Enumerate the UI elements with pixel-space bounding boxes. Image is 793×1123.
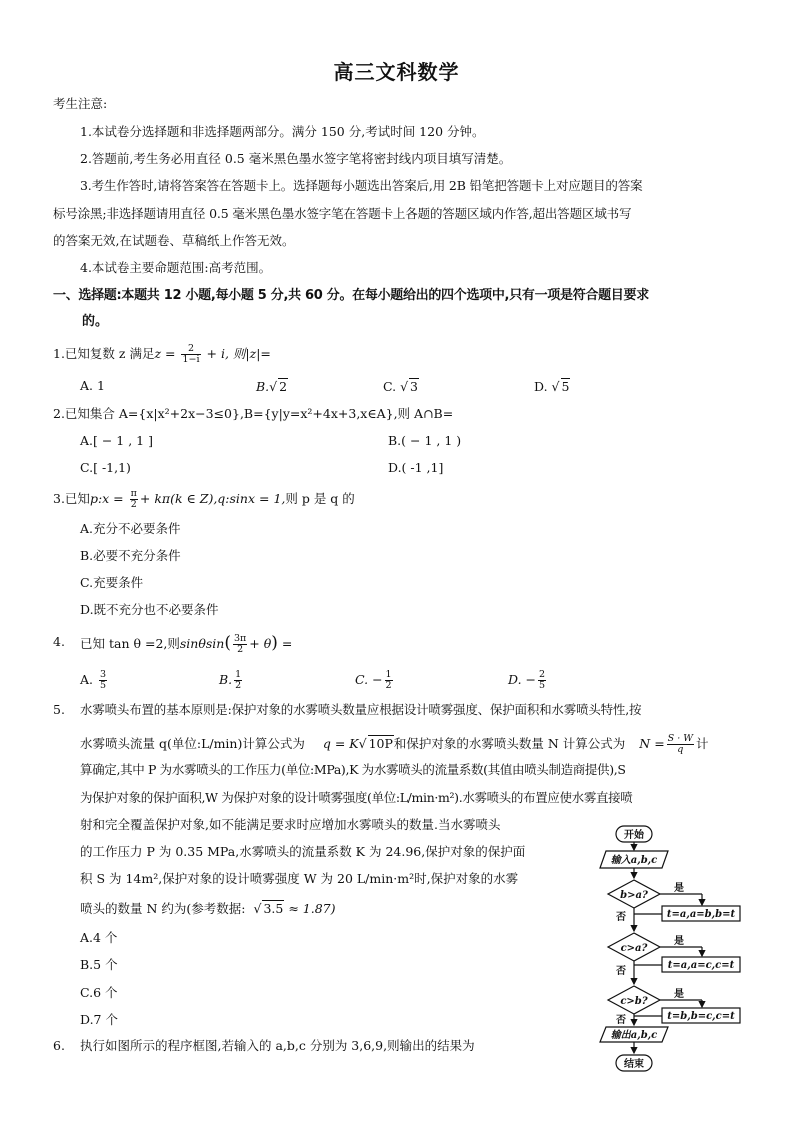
q4-a-den: 5 [100,680,107,691]
flowchart-input-label: 输入a,b,c [610,855,658,866]
q3-suffix: 则 p 是 q 的 [285,491,355,506]
q1-c-label: C. [383,379,401,394]
q1-d-label: D. [534,379,552,394]
q1-option-d: D. √ 5 [534,379,570,394]
q4-expr2: + θ [249,636,272,651]
q5-line-4: 为保护对象的保护面积,W 为保护对象的设计喷雾强度(单位:L/min·m²).水雾喷头的布置应使水雾直接喷 [80,790,633,805]
q1-option-b: B.√ 2 [256,379,288,394]
question-1-stem [53,344,271,365]
q5-n-den: q [677,744,684,755]
q1-d-val: 5 [561,379,570,394]
q4-b-frac [234,670,242,691]
q4-a-frac [99,670,107,691]
flowchart-output-label: 输出a,b,c [610,1030,658,1041]
q1-eq: = [161,346,180,361]
flowchart-end-label: 结束 [624,1059,644,1070]
flowchart [594,820,744,1076]
q5-option-b: B.5 个 [80,957,118,972]
q5-sqrt: 10P [368,736,393,751]
q1-after: + i, 则|z|= [202,346,271,361]
q4-option-d [508,670,548,691]
notice-item-3-cont: 标号涂黑;非选择题请用直径 0.5 毫米黑色墨水签字笔在答题卡上各题的答题区域内作答,超出答题区域书写 [53,206,632,221]
notice-item-3: 3.考生作答时,请将答案答在答题卡上。选择题每小题选出答案后,用 2B 铅笔把答题卡上对应题目的答案 [80,178,643,193]
flowchart-no-2: 否 [616,966,626,977]
q5-option-a: A.4 个 [80,930,118,945]
q5-line-3: 算确定,其中 P 为水雾喷头的工作压力(单位:MPa),K 为水雾喷头的流量系数(其值由喷头制造商提供),S [80,762,626,777]
q1-option-c: C. √ 3 [383,379,418,394]
q4-fraction [233,634,247,655]
q4-number: 4. [53,634,65,649]
q4-d-num: 2 [539,669,546,680]
q5-n-label: N = [639,736,665,751]
q1-frac-den: 1−i [182,354,200,365]
q2-option-a: A.[ − 1 , 1 ] [80,433,153,448]
q3-frac-num: π [130,488,137,499]
page-title: 高三文科数学 [333,60,460,84]
q4-c-den: 2 [385,680,392,691]
q3-p-label: p:x = [89,491,128,506]
q5-line-1: 水雾喷头布置的基本原则是:保护对象的水雾喷头数量应根据设计喷雾强度、保护面积和水雾喷头特性,按 [80,702,642,717]
q4-d-den: 5 [539,680,546,691]
q4-c-frac [385,670,393,691]
q4-d-frac [538,670,546,691]
q3-option-b: B.必要不充分条件 [80,548,181,563]
flowchart-act1-label: t=a,a=b,b=t [666,909,736,920]
q2-option-c: C.[ -1,1) [80,460,131,475]
q6-number: 6. [53,1038,65,1053]
notice-heading: 考生注意: [53,96,108,111]
flowchart-yes-3: 是 [674,989,684,1000]
q5-line-6: 的工作压力 P 为 0.35 MPa,水雾喷头的流量系数 K 为 24.96,保护对象的保护面 [80,844,526,859]
flowchart-cond2-label: c>a? [620,943,648,954]
flowchart-start-label: 开始 [624,830,644,841]
flowchart-yes-1: 是 [674,883,684,894]
q5-l2b: 和保护对象的水雾喷头数量 N 计算公式为 [393,736,626,751]
q2-option-b: B.( − 1 , 1 ) [388,433,462,448]
q5-number: 5. [53,702,65,717]
q4-expr1: sinθsin [179,636,225,651]
flowchart-yes-2: 是 [674,936,684,947]
q3-fraction [130,489,138,510]
flowchart-cond1-label: b>a? [620,890,648,901]
q5-option-c: C.6 个 [80,985,118,1000]
q4-c-num: 1 [385,669,392,680]
q4-b-num: 1 [235,669,242,680]
q4-option-b [219,670,244,691]
flowchart-act2-label: t=a,a=c,c=t [667,960,735,971]
question-4-stem: 已知 tan θ =2,则sinθsin( $\frac{3\pi}{2}$ + θ) = [80,633,293,655]
q5-flow-formula: q = K [322,736,359,751]
q5-line-8: 喷头的数量 N 约为(参考数据: √ 3.5 ≈ 1.87) [80,901,336,916]
q3-option-d: D.既不充分也不必要条件 [80,602,219,617]
q5-line-2: 水雾喷头流量 q(单位:L/min)计算公式为 q = K√ 10P和保护对象的水雾喷头数量 N 计算公式为 N = $\frac{S \cdot W}{q}$ 计 [80,733,709,755]
notice-item-4: 4.本试卷主要命题范围:高考范围。 [80,260,272,275]
q4-frac-num: 3π [233,633,247,644]
q4-a-label: A. [80,672,94,687]
q4-d-label: D. − [508,672,536,687]
q3-option-a: A.充分不必要条件 [80,521,181,536]
q3-prefix: 3.已知 [53,491,90,506]
q1-fraction [181,344,200,365]
q5-n-num: S · W [667,733,694,744]
flowchart-no-3: 否 [616,1015,626,1026]
notice-item-2: 2.答题前,考生务必用直径 0.5 毫米黑色墨水签字笔将密封线内项目填写清楚。 [80,151,512,166]
flowchart-cond3-label: c>b? [620,996,648,1007]
q5-line-7: 积 S 为 14m²,保护对象的设计喷雾强度 W 为 20 L/min·m²时,保护对象的水雾 [80,871,519,886]
q1-option-a: A. 1 [80,378,105,393]
q1-prefix: 1.已知复数 z 满足 [53,346,155,361]
q1-frac-num: 2 [181,344,200,355]
q3-p-rest: + kπ(k ∈ Z),q:sinx = 1, [139,491,286,506]
q5-l2c: 计 [696,736,709,751]
section-heading-cont: 的。 [82,314,109,329]
q5-l8a: 喷头的数量 N 约为(参考数据: [80,901,246,916]
q4-option-c [355,670,395,691]
q3-option-c: C.充要条件 [80,575,144,590]
question-6-stem: 执行如图所示的程序框图,若输入的 a,b,c 分别为 3,6,9,则输出的结果为 [80,1038,475,1053]
q4-option-a [80,670,109,691]
q1-z: z [154,346,162,361]
q5-ref-sqrt: 3.5 [263,901,284,916]
q5-line-5: 射和完全覆盖保护对象,如不能满足要求时应增加水雾喷头的数量.当水雾喷头 [80,817,501,832]
q4-a-num: 3 [100,669,107,680]
q1-c-val: 3 [410,379,418,394]
notice-item-3-end: 的答案无效,在试题卷、草稿纸上作答无效。 [53,233,295,248]
question-2-stem: 2.已知集合 A={x|x²+2x−3≤0},B={y|y=x²+4x+3,x∈A},则 A∩B= [53,406,454,421]
q4-eq: = [277,636,293,651]
q4-b-den: 2 [235,680,242,691]
q4-b-label: B. [219,672,233,687]
q4-prefix: 已知 tan θ =2,则 [80,636,180,651]
q5-option-d: D.7 个 [80,1012,118,1027]
q4-c-label: C. − [355,672,383,687]
question-3-stem [53,489,355,510]
q5-n-fraction [667,734,694,755]
q3-frac-den: 2 [130,499,137,510]
q2-option-d: D.( -1 ,1] [388,460,444,475]
q1-b-label: B. [256,379,270,394]
q4-frac-den: 2 [237,644,244,655]
q5-l8b: ≈ 1.87) [284,901,336,916]
q5-l2a: 水雾喷头流量 q(单位:L/min)计算公式为 [80,736,305,751]
notice-item-1: 1.本试卷分选择题和非选择题两部分。满分 150 分,考试时间 120 分钟。 [80,124,485,139]
flowchart-no-1: 否 [616,912,626,923]
section-heading: 一、选择题:本题共 12 小题,每小题 5 分,共 60 分。在每小题给出的四个选项中,只有一项是符合题目要求 [53,288,649,303]
q1-b-val: 2 [279,379,288,394]
flowchart-act3-label: t=b,b=c,c=t [667,1011,735,1022]
